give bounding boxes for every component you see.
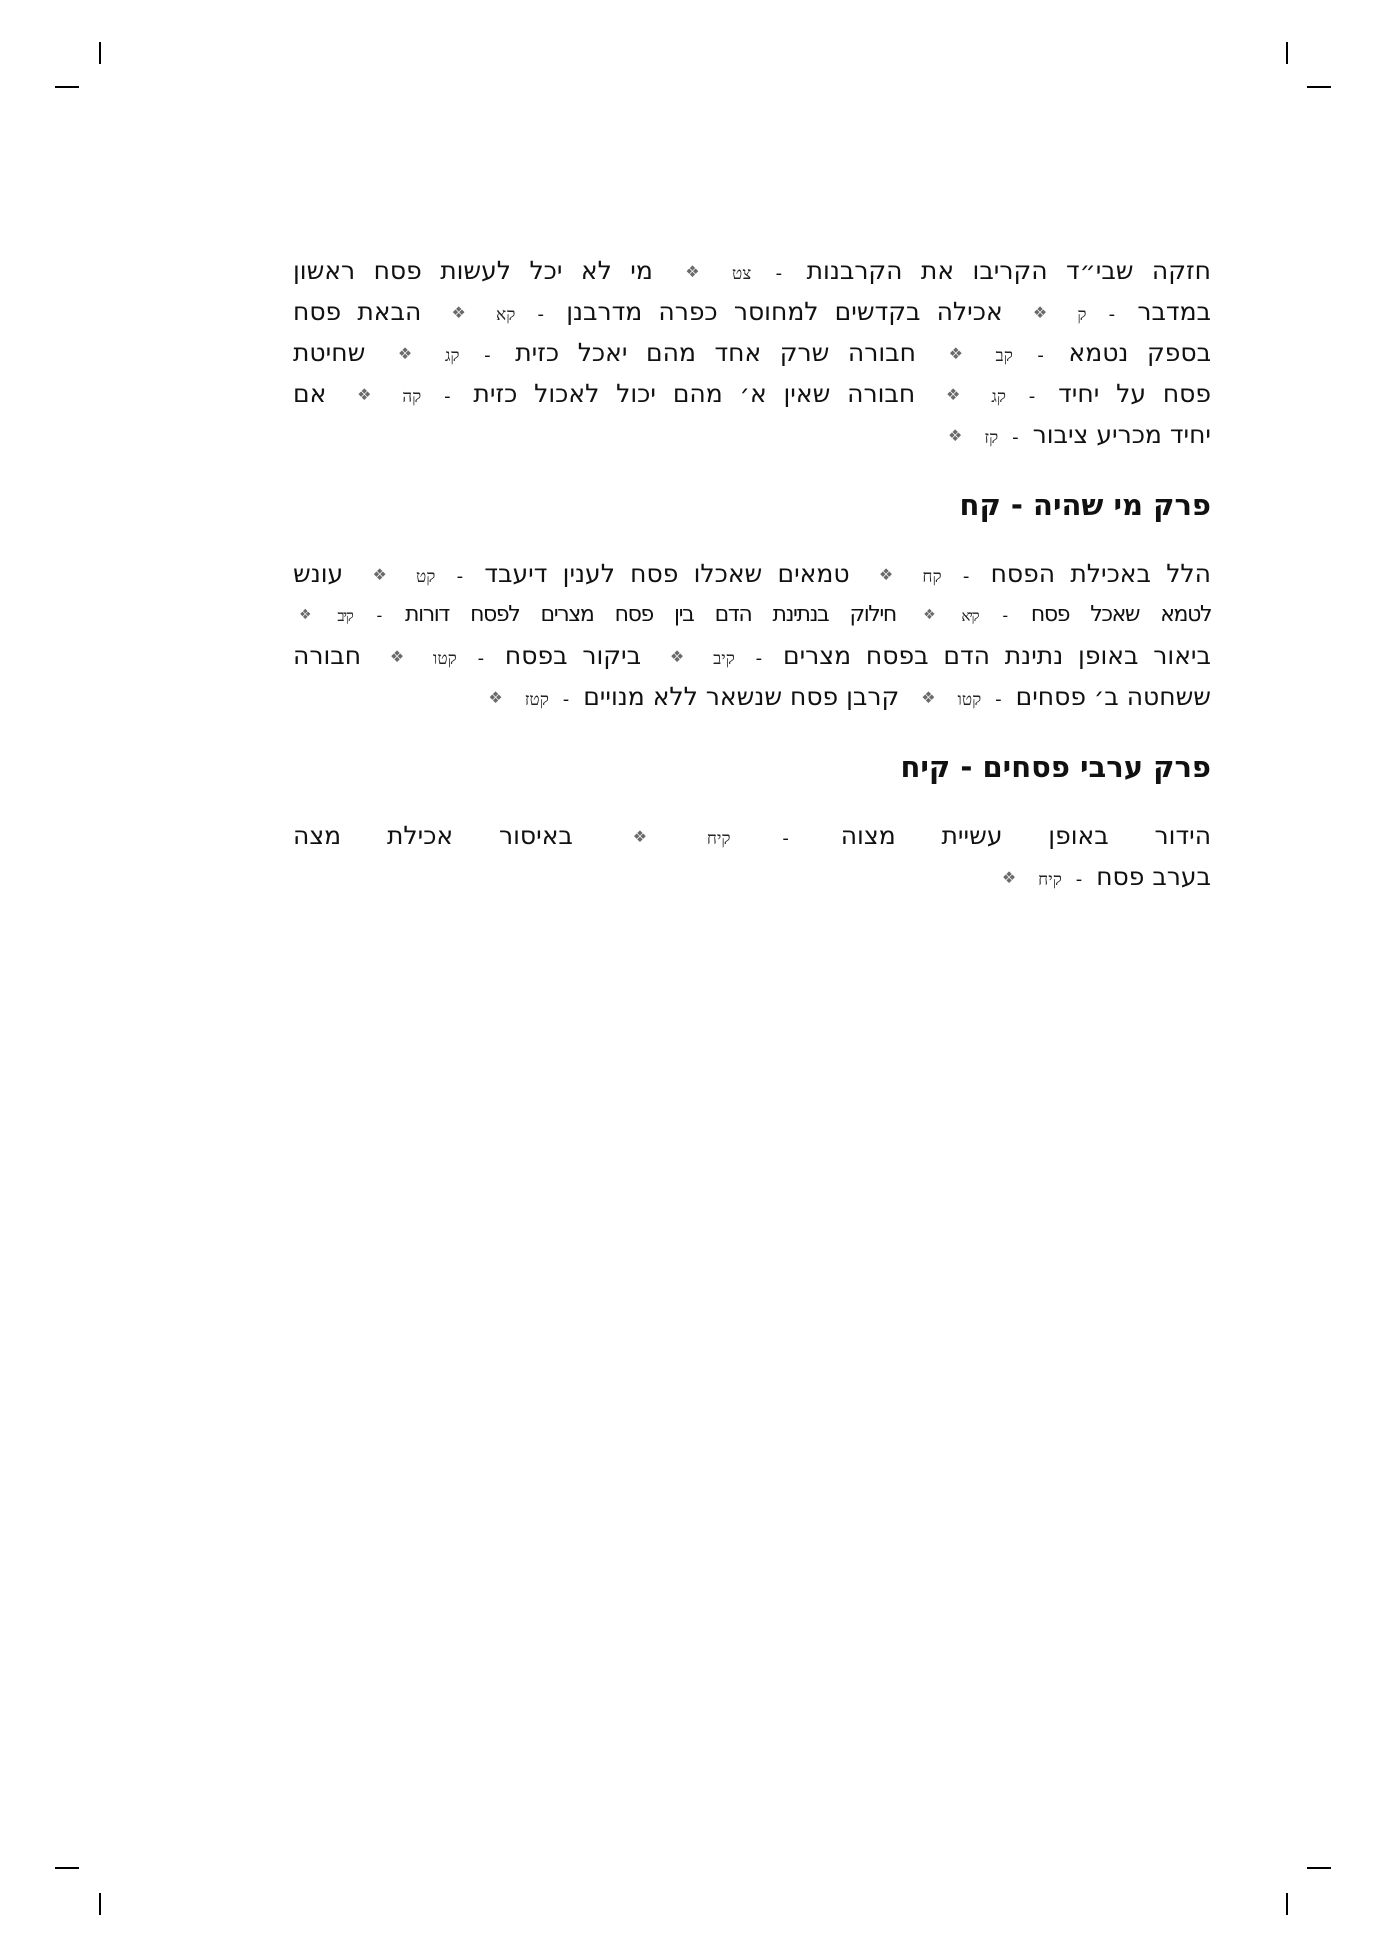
entry-separator: - bbox=[537, 304, 544, 325]
entry-separator: - bbox=[444, 386, 451, 407]
crop-mark-top-right-vertical bbox=[1286, 42, 1288, 64]
entry-separator: - bbox=[995, 689, 1002, 710]
entry-title: בערב פסח bbox=[1096, 862, 1211, 891]
toc-entry bbox=[384, 338, 916, 367]
diamond-ornament-icon: ❖ bbox=[923, 607, 935, 623]
diamond-ornament-icon: ❖ bbox=[948, 426, 963, 445]
entry-separator: - bbox=[1002, 606, 1007, 625]
entry-title: עונש bbox=[293, 559, 344, 588]
entry-title: בספק נטמא bbox=[1068, 338, 1212, 367]
diamond-ornament-icon: ❖ bbox=[1001, 868, 1017, 887]
entry-separator: - bbox=[775, 263, 783, 284]
entry-separator: - bbox=[755, 648, 763, 669]
toc-entry bbox=[293, 602, 896, 627]
toc-entry bbox=[932, 379, 1211, 408]
entry-separator: - bbox=[1012, 427, 1019, 448]
entry-separator: - bbox=[1028, 386, 1036, 407]
page-number: קב bbox=[995, 346, 1013, 366]
entry-title: אכילה בקדשים למחוסר כפרה מדרבנן bbox=[566, 297, 1003, 326]
toc-entry bbox=[293, 821, 573, 850]
entry-title: אם bbox=[293, 379, 327, 408]
toc-entry bbox=[343, 379, 915, 408]
diamond-ornament-icon: ❖ bbox=[451, 303, 466, 322]
entry-title: הלל באכילת הפסח bbox=[990, 559, 1211, 588]
entry-title: ביאור באופן נתינת הדם בפסח מצרים bbox=[782, 641, 1211, 670]
toc-entry bbox=[671, 256, 1211, 285]
entry-title: שחיטת bbox=[293, 338, 366, 367]
page-number: קא bbox=[496, 305, 516, 325]
crop-mark-top-right-horizontal bbox=[1307, 86, 1331, 88]
entry-separator: - bbox=[782, 828, 789, 849]
entry-title: חילוק בנתינת הדם בין פסח מצרים לפסח דורות bbox=[405, 602, 896, 627]
diamond-ornament-icon: ❖ bbox=[685, 262, 700, 281]
page-number: קטז bbox=[524, 690, 549, 710]
toc-entry bbox=[293, 559, 343, 588]
page-number: קה bbox=[402, 387, 422, 407]
entry-separator: - bbox=[1075, 869, 1083, 890]
entry-title: לטמא שאכל פסח bbox=[1030, 602, 1212, 627]
toc-entry bbox=[865, 559, 1211, 588]
page-number: קיב bbox=[713, 649, 735, 669]
entry-title: יחיד מכריע ציבור bbox=[1032, 420, 1211, 449]
chapter-heading: פרק מי שהיה - קח bbox=[959, 488, 1211, 522]
toc-line bbox=[293, 373, 1211, 414]
entry-title: באיסור אכילת מצה bbox=[293, 821, 573, 850]
diamond-ornament-icon: ❖ bbox=[488, 688, 503, 707]
page-number: קיא bbox=[961, 607, 979, 625]
toc-line bbox=[293, 250, 1211, 291]
toc-entry bbox=[437, 297, 1002, 326]
entry-title: הידור באופן עשיית מצוה bbox=[840, 821, 1212, 850]
diamond-ornament-icon: ❖ bbox=[948, 344, 963, 363]
entry-title: חבורה שרק אחד מהם יאכל כזית bbox=[515, 338, 916, 367]
toc-entry bbox=[907, 682, 1211, 711]
toc-entry bbox=[1019, 297, 1211, 326]
page-number: קח bbox=[922, 567, 942, 587]
toc-line bbox=[293, 414, 1211, 455]
toc-entry bbox=[293, 256, 653, 285]
toc-entry bbox=[293, 338, 365, 367]
crop-mark-bottom-right-vertical bbox=[1286, 1893, 1288, 1915]
toc-line bbox=[293, 856, 1211, 897]
entry-title: חבורה bbox=[293, 641, 362, 670]
diamond-ornament-icon: ❖ bbox=[357, 385, 372, 404]
crop-mark-bottom-left-horizontal bbox=[55, 1867, 79, 1869]
entry-separator: - bbox=[1108, 304, 1116, 325]
page-number: קג bbox=[991, 387, 1006, 407]
toc-entry bbox=[358, 559, 849, 588]
entry-title: ביקור בפסח bbox=[504, 641, 642, 670]
chapter-heading: פרק ערבי פסחים - קיח bbox=[900, 750, 1211, 784]
toc-entry bbox=[293, 641, 361, 670]
crop-mark-top-left-vertical bbox=[99, 42, 101, 64]
entry-separator: - bbox=[562, 689, 570, 710]
diamond-ornament-icon: ❖ bbox=[946, 385, 961, 404]
entry-separator: - bbox=[484, 345, 491, 366]
page-number: קיח bbox=[706, 829, 731, 849]
page-number: קטו bbox=[433, 649, 457, 669]
entry-separator: - bbox=[477, 648, 485, 669]
toc-entry bbox=[988, 862, 1211, 891]
entry-title: טמאים שאכלו פסח לענין דיעבד bbox=[484, 559, 850, 588]
toc-line bbox=[293, 291, 1211, 332]
diamond-ornament-icon: ❖ bbox=[632, 827, 648, 846]
toc-entry bbox=[935, 338, 1211, 367]
toc-entry bbox=[293, 379, 326, 408]
crop-mark-top-left-horizontal bbox=[55, 86, 79, 88]
page-number: צט bbox=[732, 264, 752, 284]
diamond-ornament-icon: ❖ bbox=[921, 688, 936, 707]
toc-entry bbox=[656, 641, 1211, 670]
table-of-contents bbox=[293, 250, 1211, 897]
toc-entry bbox=[474, 682, 899, 711]
entry-title: ששחטה ב׳ פסחים bbox=[1015, 682, 1211, 711]
toc-entry bbox=[917, 602, 1211, 627]
page-number: קג bbox=[444, 346, 460, 366]
toc-line bbox=[293, 594, 1211, 635]
diamond-ornament-icon: ❖ bbox=[878, 565, 894, 584]
toc-entry bbox=[293, 297, 421, 326]
entry-separator: - bbox=[1037, 345, 1044, 366]
entry-separator: - bbox=[962, 566, 970, 587]
diamond-ornament-icon: ❖ bbox=[669, 647, 685, 666]
toc-line bbox=[293, 553, 1211, 594]
toc-line bbox=[293, 815, 1211, 856]
diamond-ornament-icon: ❖ bbox=[397, 344, 413, 363]
toc-entry bbox=[619, 821, 1211, 850]
toc-line bbox=[293, 676, 1211, 717]
entry-separator: - bbox=[376, 606, 381, 625]
toc-entry bbox=[376, 641, 641, 670]
diamond-ornament-icon: ❖ bbox=[389, 647, 405, 666]
page-number: קז bbox=[984, 428, 999, 448]
toc-line bbox=[293, 635, 1211, 676]
entry-title: חבורה שאין א׳ מהם יכול לאכול כזית bbox=[473, 379, 916, 408]
diamond-ornament-icon: ❖ bbox=[372, 565, 387, 584]
entry-title: פסח על יחיד bbox=[1058, 379, 1212, 408]
crop-mark-bottom-right-horizontal bbox=[1307, 1867, 1331, 1869]
entry-title: במדבר bbox=[1137, 297, 1212, 326]
diamond-ornament-icon: ❖ bbox=[1032, 303, 1048, 322]
page-number: קיח bbox=[1038, 870, 1062, 890]
page-number: קט bbox=[416, 567, 436, 587]
entry-title: קרבן פסח שנשאר ללא מנויים bbox=[583, 682, 900, 711]
page-number: ק bbox=[1077, 305, 1087, 325]
toc-entry bbox=[934, 420, 1211, 449]
page-number: קטו bbox=[957, 690, 982, 710]
entry-separator: - bbox=[456, 566, 464, 587]
entry-title: הבאת פסח bbox=[293, 297, 422, 326]
diamond-ornament-icon: ❖ bbox=[299, 607, 311, 623]
entry-title: מי לא יכל לעשות פסח ראשון bbox=[293, 256, 653, 285]
crop-mark-bottom-left-vertical bbox=[99, 1893, 101, 1915]
page-number: קיב bbox=[337, 607, 353, 625]
toc-line bbox=[293, 332, 1211, 373]
entry-title: חזקה שבי״ד הקריבו את הקרבנות bbox=[806, 256, 1211, 285]
